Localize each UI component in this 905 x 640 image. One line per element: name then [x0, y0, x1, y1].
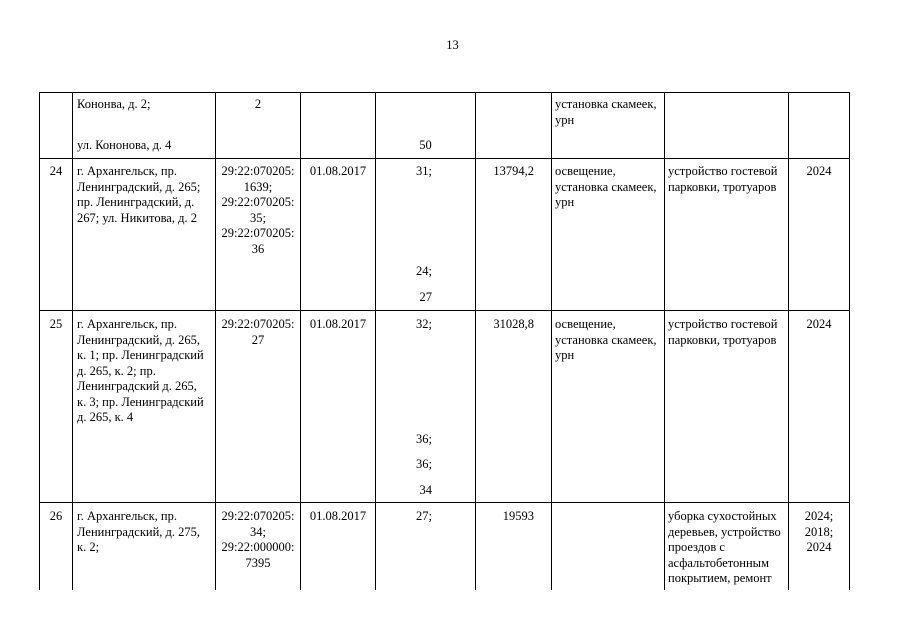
- grid-line: [664, 92, 665, 590]
- grid-line: [72, 92, 73, 590]
- date-cell: 01.08.2017: [309, 509, 367, 523]
- number-cell: 50: [419, 138, 432, 152]
- works-cell: устройство гостевой парковки, тротуаров: [668, 164, 778, 194]
- number-cell: 31;: [416, 164, 432, 178]
- row-number: 26: [49, 509, 63, 523]
- area-cell: 19593: [502, 509, 534, 523]
- grid-line: [39, 158, 850, 159]
- works-cell: уборка сухостойных деревьев, устройство проездов с асфальтобетонным покрытием, ремонт: [668, 509, 781, 585]
- address-cell: г. Архангельск, пр. Ленинградский, д. 275, к. 2;: [77, 509, 201, 554]
- address-cell: ул. Кононова, д. 4: [77, 138, 172, 152]
- cadastre-cell: 29:22:070205: 1639; 29:22:070205: 35; 29:22:070205: 36: [221, 164, 295, 256]
- number-cell: 36;: [416, 457, 432, 471]
- grid-line: [551, 92, 552, 590]
- row-number: 24: [49, 164, 63, 178]
- address-cell: Кононва, д. 2;: [77, 97, 151, 111]
- year-cell: 2024: [806, 164, 832, 178]
- area-cell: 13794,2: [493, 164, 534, 178]
- cadastre-cell: 2: [254, 97, 262, 111]
- number-cell: 34: [419, 483, 432, 497]
- area-cell: 31028,8: [493, 317, 534, 331]
- cadastre-cell: 29:22:070205: 34; 29:22:000000: 7395: [221, 509, 295, 570]
- date-cell: 01.08.2017: [309, 317, 367, 331]
- works-cell: установка скамеек, урн: [555, 97, 657, 127]
- year-cell: 2024: [806, 317, 832, 331]
- date-cell: 01.08.2017: [309, 164, 367, 178]
- grid-line: [39, 502, 850, 503]
- cadastre-cell: 29:22:070205: 27: [221, 317, 295, 347]
- grid-line: [39, 310, 850, 311]
- row-number: 25: [49, 317, 63, 331]
- address-cell: г. Архангельск, пр. Ленинградский, д. 265, к. 1; пр. Ленинградский д. 265, к. 2; пр. Ленинградский д. 265, к. 3; пр. Ленинградский д. 265, к. 4: [77, 317, 204, 424]
- number-cell: 36;: [416, 432, 432, 446]
- number-cell: 24;: [416, 264, 432, 278]
- works-cell: устройство гостевой парковки, тротуаров: [668, 317, 778, 347]
- number-cell: 27: [419, 290, 432, 304]
- grid-line: [849, 92, 850, 590]
- works-cell: освещение, установка скамеек, урн: [555, 164, 657, 209]
- number-cell: 32;: [416, 317, 432, 331]
- works-cell: освещение, установка скамеек, урн: [555, 317, 657, 362]
- address-cell: г. Архангельск, пр. Ленинградский, д. 265; пр. Ленинградский, д. 267; ул. Никитова, д. 2: [77, 164, 201, 225]
- grid-line: [39, 92, 850, 93]
- number-cell: 27;: [416, 509, 432, 523]
- page-number: 13: [446, 38, 459, 52]
- year-cell: 2024; 2018; 2024: [804, 509, 834, 554]
